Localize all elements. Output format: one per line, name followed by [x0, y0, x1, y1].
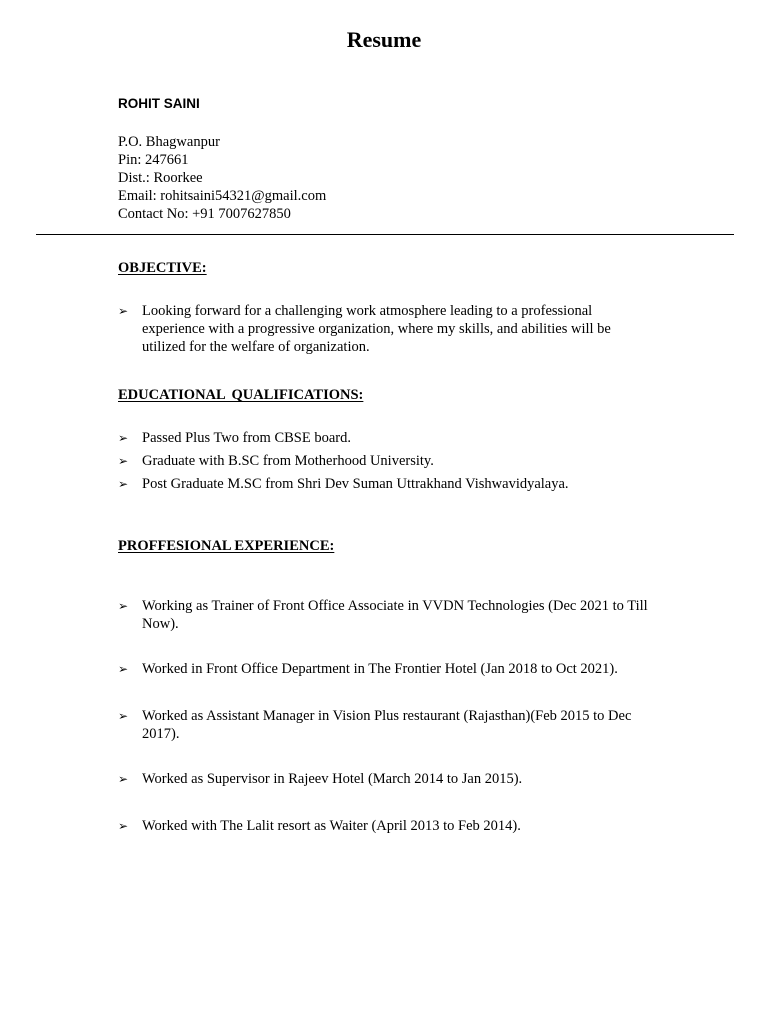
experience-item	[118, 660, 678, 678]
arrow-bullet-icon: ➢	[118, 304, 129, 318]
page-title: Resume	[346, 27, 422, 52]
experience-item	[118, 770, 648, 788]
objective-text: Looking forward for a challenging work atmosphere leading to a professional experience with a progressive organization, where my skills, and abilities will be utilized for the welfare of organization.	[142, 303, 611, 355]
experience-text: Worked as Assistant Manager in Vision Plus restaurant (Rajasthan)(Feb 2015 to Dec 2017).	[142, 708, 632, 742]
education-text: Graduate with B.SC from Motherhood University.	[142, 453, 434, 469]
arrow-bullet-icon: ➢	[118, 662, 129, 676]
address-line: P.O. Bhagwanpur	[118, 134, 220, 150]
arrow-bullet-icon: ➢	[118, 709, 129, 723]
header-divider	[36, 234, 734, 235]
pin-line: Pin: 247661	[118, 152, 189, 168]
arrow-bullet-icon: ➢	[118, 772, 129, 786]
experience-text: Worked in Front Office Department in The Frontier Hotel (Jan 2018 to Oct 2021).	[142, 661, 618, 677]
contact-block	[118, 133, 326, 223]
experience-item	[118, 817, 648, 835]
experience-text: Worked as Supervisor in Rajeev Hotel (March 2014 to Jan 2015).	[142, 771, 523, 787]
education-text: Post Graduate M.SC from Shri Dev Suman Uttrakhand Vishwavidyalaya.	[142, 476, 569, 492]
objective-heading: OBJECTIVE:	[118, 260, 207, 276]
education-item	[118, 452, 648, 470]
education-item	[118, 475, 618, 493]
experience-heading: PROFFESIONAL EXPERIENCE:	[118, 538, 335, 554]
arrow-bullet-icon: ➢	[118, 477, 129, 491]
experience-text: Working as Trainer of Front Office Associate in VVDN Technologies (Dec 2021 to Till Now).	[142, 598, 648, 632]
arrow-bullet-icon: ➢	[118, 599, 129, 613]
education-heading: EDUCATIONAL QUALIFICATIONS:	[118, 387, 364, 403]
arrow-bullet-icon: ➢	[118, 819, 129, 833]
experience-item	[118, 597, 648, 633]
arrow-bullet-icon: ➢	[118, 431, 129, 445]
candidate-name: ROHIT SAINI	[118, 96, 200, 111]
arrow-bullet-icon: ➢	[118, 454, 129, 468]
experience-item	[118, 707, 648, 743]
objective-item	[118, 302, 648, 356]
district-line: Dist.: Roorkee	[118, 170, 203, 186]
education-item	[118, 429, 648, 447]
email-line: Email: rohitsaini54321@gmail.com	[118, 188, 327, 204]
experience-text: Worked with The Lalit resort as Waiter (April 2013 to Feb 2014).	[142, 818, 521, 834]
phone-line: Contact No: +91 7007627850	[118, 206, 291, 222]
education-text: Passed Plus Two from CBSE board.	[142, 430, 351, 446]
